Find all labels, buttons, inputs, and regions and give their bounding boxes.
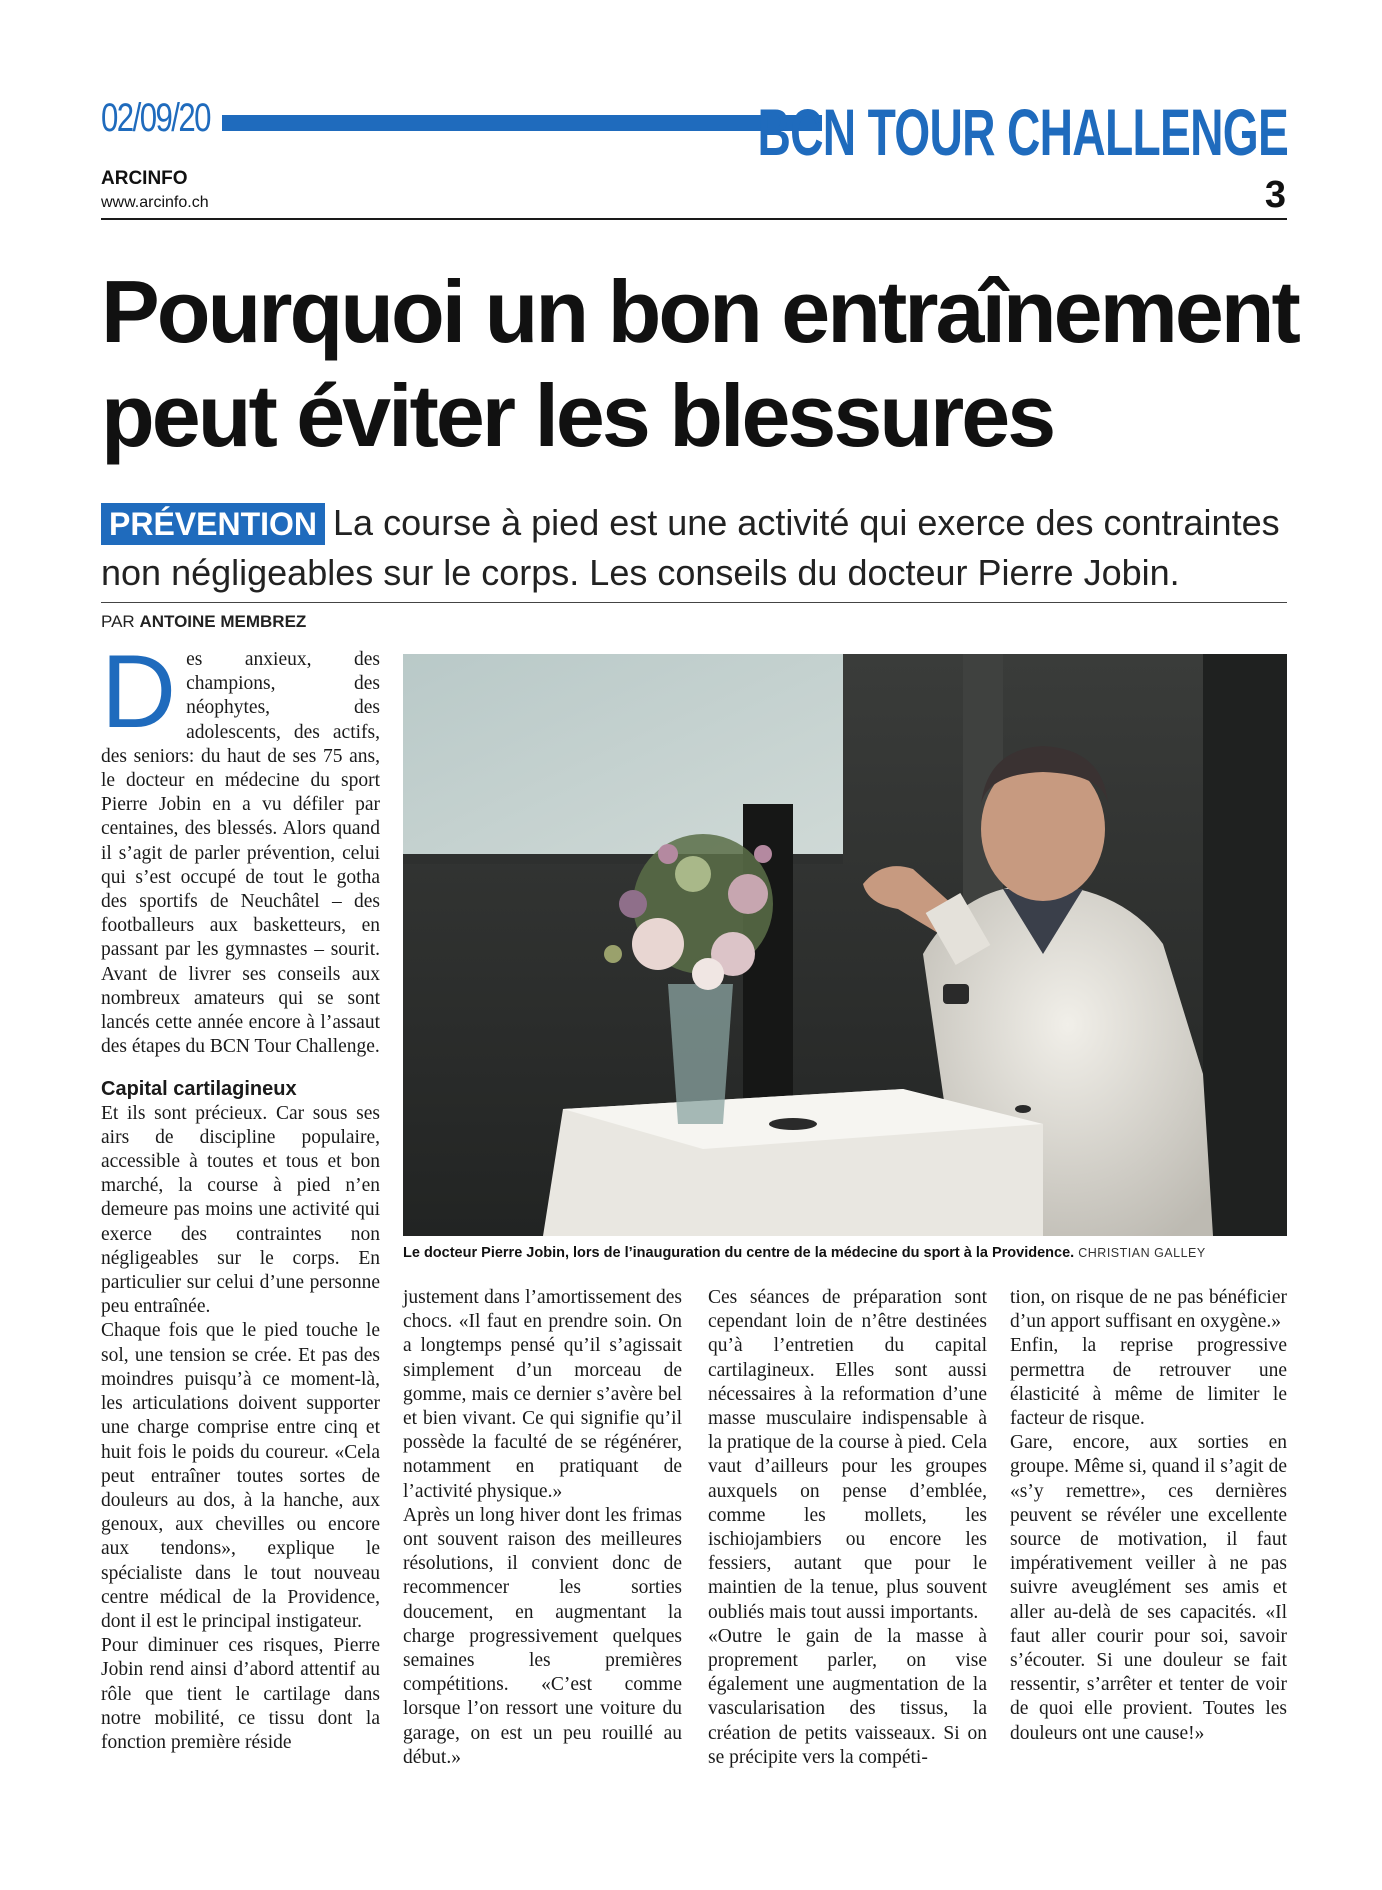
publication-url[interactable]: www.arcinfo.ch: [101, 194, 209, 211]
paragraph-11: Gare, encore, aux sorties en groupe. Même si, quand il s’agit de «s’y remettre», ces dernières peuvent se révéler une excellente source de motivation, il faut impérativement veiller à ne pas suivre aveuglément ses amis et aller au-delà de ses capacités. «Il faut aller courir pour soi, savoir s’écouter. Si une douleur se fait ressentir, s’arrêter et tenter de voir de quoi elle provient. Toutes les douleurs ont une cause!»: [1010, 1432, 1287, 1744]
article-photo: [403, 654, 1287, 1236]
column-1: [101, 634, 380, 1755]
lead-text: La course à pied est une activité qui exerce des contraintes non négligeables sur le corps. Les conseils du docteur Pierre Jobin.: [101, 502, 1280, 593]
kicker-badge: PRÉVENTION: [101, 503, 325, 545]
article-headline: Pourquoi un bon entraînement peut éviter les blessures: [101, 262, 1298, 465]
byline-rule: [101, 602, 1287, 603]
subheading: Capital cartilagineux: [101, 1078, 297, 1101]
paragraph-1: [101, 634, 380, 1059]
paragraph-6: Après un long hiver dont les frimas ont souvent raison des meilleures résolutions, il convient donc de recommencer les sorties doucement, en augmentant la charge progressivement quelques semaines les premières compétitions. «C’est comme lorsque l’on ressort une voiture du garage, on est un peu rouillé au début.»: [403, 1504, 682, 1768]
paragraph-4: Pour diminuer ces risques, Pierre Jobin rend ainsi d’abord attentif au rôle que tient le cartilage dans notre mobilité, ce tissu dont la fonction première réside: [101, 1635, 380, 1753]
photo-illustration: [403, 654, 1287, 1236]
byline-prefix: PAR: [101, 612, 135, 631]
byline-author: ANTOINE MEMBREZ: [139, 612, 307, 631]
paragraph-2: Et ils sont précieux. Car sous ses airs de discipline populaire, accessible à toutes et tous et bon marché, la course à pied n’en demeure pas moins une activité qui exerce des contraintes non négligeables sur le corps. En particulier sur celui d’une personne peu entraînée.: [101, 1102, 380, 1318]
photo-caption: [403, 1245, 1287, 1261]
caption-text: Le docteur Pierre Jobin, lors de l’inauguration du centre de la médecine du sport à la Providence.: [403, 1245, 1075, 1261]
page-number: 3: [1264, 174, 1286, 216]
section-title: BCN TOUR CHALLENGE: [757, 95, 1288, 169]
column-4: [1010, 1286, 1287, 1746]
paragraph-1-text: es anxieux, des champions, des néophytes, des adolescents, des actifs, des seniors: du haut de ses 75 ans, le docteur en médecine du sport Pierre Jobin en a vu défiler par centaines, des blessés. Alors quand il s’agit de parler prévention, celui qui s’est occupé de tout le gotha des sportifs de Neuchâtel – des footballeurs aux basketteurs, en passant par les gymnastes – sourit. Avant de livrer ses conseils aux nombreux amateurs qui se sont lancés cette année encore à l’assaut des étapes du BCN Tour Challenge.: [101, 649, 380, 1058]
paragraph-8: «Outre le gain de la masse à proprement parler, on vise également une augmentation de la vascularisation des tissus, la création de petits vaisseaux. Si on se précipite vers la compéti-: [708, 1625, 987, 1768]
photo-credit: CHRISTIAN GALLEY: [1078, 1246, 1206, 1260]
header-rule: [101, 218, 1287, 220]
paragraph-5: justement dans l’amortissement des chocs. «Il faut en prendre soin. On a longtemps pensé qu’il s’agissait simplement d’un morceau de gomme, mais ce dernier s’avère bel et bien vivant. Ce qui signifie qu’il possède la faculté de se régénérer, notamment en pratiquant de l’activité physique.»: [403, 1287, 682, 1502]
header-bar: [222, 115, 822, 131]
column-3: [708, 1286, 987, 1770]
publication-name: ARCINFO: [101, 168, 188, 189]
paragraph-7: Ces séances de préparation sont cependant loin de n’être destinées qu’à l’entretien du capital cartilagineux. Elles sont aussi nécessaires à la reformation d’une masse musculaire indispensable à la pratique de la course à pied. Cela vaut d’ailleurs pour les groupes auxquels on pense d’emblée, comme les mollets, les ischiojambiers ou encore les fessiers, autant que pour le maintien de la tenue, plus souvent oubliés mais tout aussi importants.: [708, 1287, 987, 1623]
paragraph-10: Enfin, la reprise progressive permettra de retrouver une élasticité à même de limiter le facteur de risque.: [1010, 1335, 1287, 1430]
paragraph-3: Chaque fois que le pied touche le sol, une tension se crée. Et pas des moindres puisqu’à ce moment-là, les articulations doivent supporter une charge comprise entre cinq et huit fois le poids du coureur. «Cela peut entraîner toutes sortes de douleurs au dos, à la hanche, aux genoux, aux chevilles ou encore aux tendons», explique le spécialiste dans le tout nouveau centre médical de la Providence, dont il est le principal instigateur.: [101, 1320, 380, 1632]
byline: [101, 612, 306, 632]
dropcap: D: [101, 634, 177, 750]
issue-date: 02/09/20: [101, 96, 210, 140]
paragraph-9: tion, on risque de ne pas bénéficier d’un apport suffisant en oxygène.»: [1010, 1287, 1287, 1333]
article-lead: [101, 498, 1301, 598]
column-2: [403, 1286, 682, 1770]
